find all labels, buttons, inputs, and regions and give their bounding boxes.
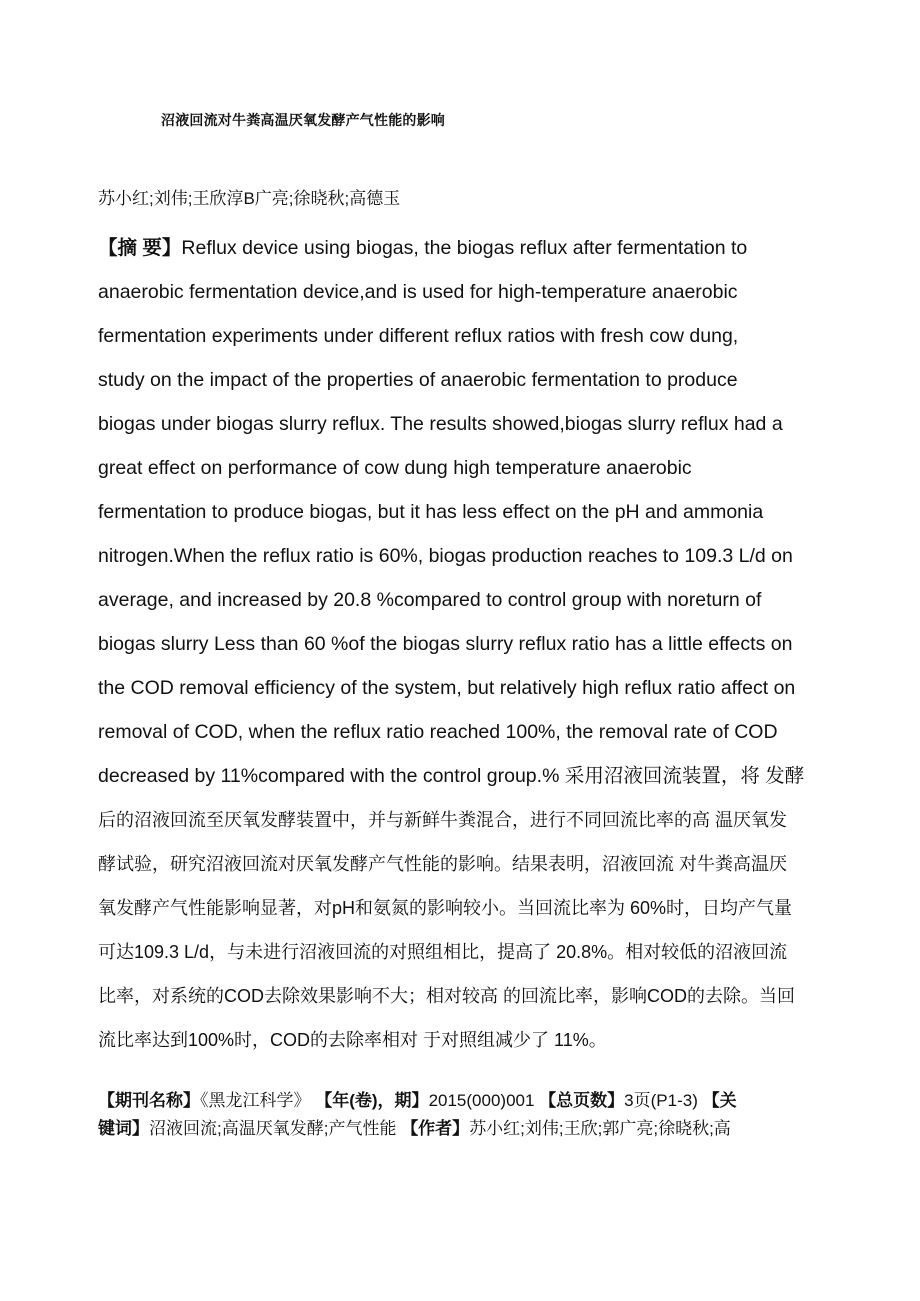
abstract-line-zh: 可达109.3 L/d，与未进行沼液回流的对照组相比，提高了 20.8%。相对较低的沼液回流 (98, 942, 788, 962)
abstract-line-zh: 氧发酵产气性能影响显著，对pH和氨氮的影响较小。当回流比率为 60%时，日均产气量 (98, 898, 793, 918)
metadata-line (98, 1116, 838, 1144)
abstract-text: Reflux device using biogas, the biogas reflux after fermentation to (181, 237, 748, 259)
abstract-line: removal of COD, when the reflux ratio reached 100%, the removal rate of COD (98, 721, 778, 743)
abstract-line: anaerobic fermentation device,and is used for high-temperature anaerobic (98, 281, 738, 303)
abstract-line-zh: 流比率达到100%时，COD的去除率相对 于对照组减少了 11%。 (98, 1030, 607, 1050)
abstract-line-zh: 比率，对系统的COD去除效果影响不大；相对较高 的回流比率，影响COD的去除。当回 (98, 986, 795, 1006)
abstract-line: average, and increased by 20.8 %compared to control group with noreturn of (98, 589, 762, 611)
metadata-line (98, 1088, 838, 1116)
keywords-label-end: 键词】 (98, 1119, 149, 1138)
abstract-line-zh: 后的沼液回流至厌氧发酵装置中，并与新鲜牛粪混合，进行不同回流比率的高 温厌氧发 (98, 810, 787, 830)
document-title: 沼液回流对牛粪高温厌氧发酵产气性能的影响 (161, 112, 445, 128)
abstract-line: fermentation to produce biogas, but it has less effect on the pH and ammonia (98, 501, 764, 523)
abstract-line-zh: 酵试验，研究沼液回流对厌氧发酵产气性能的影响。结果表明，沼液回流 对牛粪高温厌 (98, 854, 787, 874)
abstract-line: study on the impact of the properties of anaerobic fermentation to produce (98, 369, 738, 391)
keywords-value: 沼液回流;高温厌氧发酵;产气性能 (149, 1119, 397, 1138)
author-list: 苏小红;刘伟;王欣淳B广亮;徐晓秋;高德玉 (98, 189, 401, 208)
abstract-line (98, 232, 838, 276)
abstract-line: biogas slurry Less than 60 %of the biogas slurry reflux ratio has a little effects on (98, 633, 793, 655)
abstract-line: nitrogen.When the reflux ratio is 60%, biogas production reaches to 109.3 L/d on (98, 545, 793, 567)
abstract-line: fermentation experiments under different reflux ratios with fresh cow dung, (98, 325, 739, 347)
abstract-line: biogas under biogas slurry reflux. The results showed,biogas slurry reflux had a (98, 413, 783, 435)
year-value: 2015(000)001 (428, 1091, 535, 1110)
author-label: 【作者】 (401, 1119, 470, 1138)
keywords-label-start: 【关 (702, 1091, 737, 1110)
pages-value: 3页(P1-3) (624, 1091, 698, 1110)
year-label: 【年(卷)，期】 (315, 1091, 429, 1110)
journal-value: 《黑龙江科学》 (200, 1091, 311, 1110)
pages-label: 【总页数】 (539, 1091, 625, 1110)
abstract-label: 【摘 要】 (98, 237, 182, 259)
abstract-line: the COD removal efficiency of the system, but relatively high reflux ratio affect on (98, 677, 796, 699)
author-value: 苏小红;刘伟;王欣;郭广亮;徐晓秋;高 (469, 1119, 731, 1138)
abstract-line: decreased by 11%compared with the control group.% 采用沼液回流装置，将 发酵 (98, 765, 805, 787)
journal-label: 【期刊名称】 (98, 1091, 200, 1110)
metadata-block (98, 1088, 838, 1144)
abstract-line: great effect on performance of cow dung high temperature anaerobic (98, 457, 692, 479)
abstract (98, 232, 838, 1068)
